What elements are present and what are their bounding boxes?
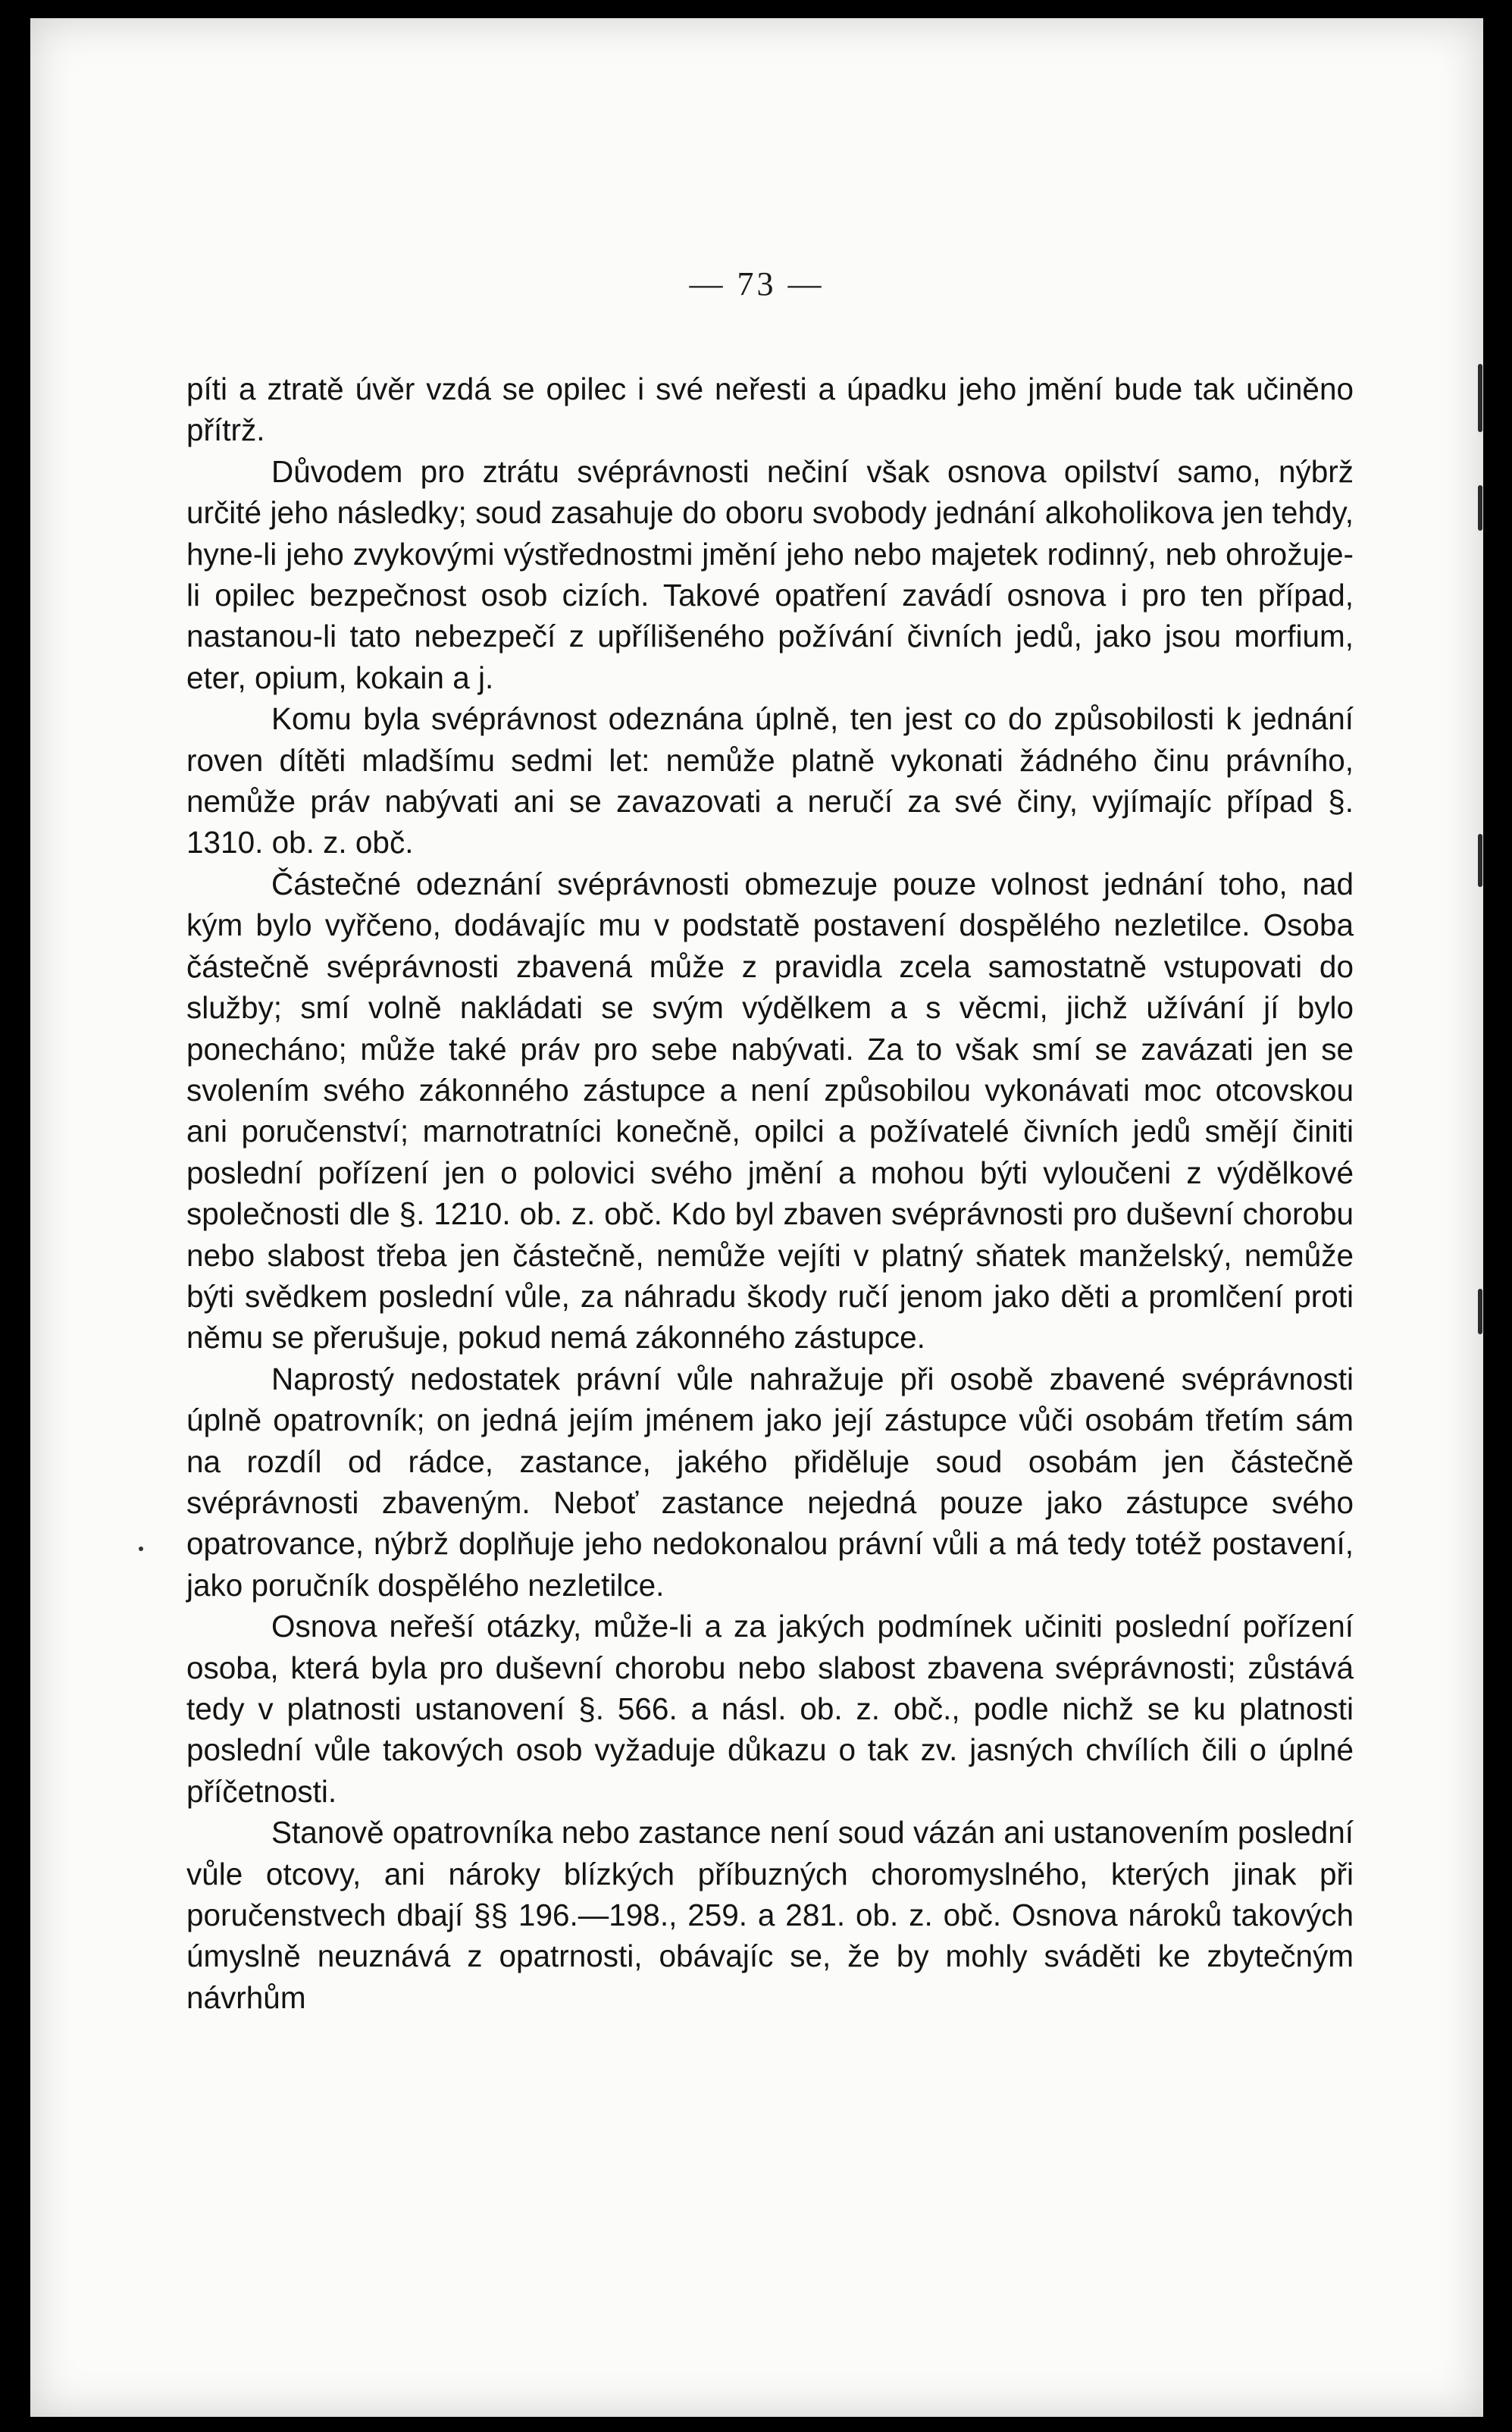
paragraph-2: Důvodem pro ztrátu svéprávnosti nečiní však osnova opilství samo, nýbrž určité jeho následky; soud zasahuje do oboru svobody jednání alkoholikova jen tehdy, hyne-li jeho zvykovými výstřednostmi jmění jeho nebo majetek rodinný, neb ohrožuje-li opilec bezpečnost osob cizích. Takové opatření zavádí osnova i pro ten případ, nastanou-li tato nebezpečí z upřílišeného požívání čivních jedů, jako jsou morfium, eter, opium, kokain a j. (186, 453, 1354, 695)
paragraph-5: Naprostý nedostatek právní vůle nahražuje při osobě zbavené svéprávnosti úplně opatrovník; on jedná jejím jménem jako její zástupce vůči osobám třetím sám na rozdíl od rádce, zastance, jakého přiděluje soud osobám jen částečně svéprávnosti zbaveným. Neboť zastance nejedná pouze jako zástupce svého opatrovance, nýbrž doplňuje jeho nedokonalou právní vůli a má tedy totéž postavení, jako poručník dospělého nezletilce. (186, 1361, 1354, 1603)
page-number: — 73 — (689, 265, 825, 302)
paragraph-3: Komu byla svéprávnost odeznána úplně, ten jest co do způsobilosti k jednání roven dítěti mladšímu sedmi let: nemůže platně vykonati žádného činu právního, nemůže práv nabývati ani se zavazovati a neručí za své činy, vyjímajíc případ §. 1310. ob. z. obč. (186, 701, 1354, 860)
book-page (30, 18, 1483, 2417)
paragraph-1: píti a ztratě úvěr vzdá se opilec i své neřesti a úpadku jeho jmění bude tak učiněno přítrž. (186, 371, 1354, 448)
paragraph-6: Osnova neřeší otázky, může-li a za jakých podmínek učiniti poslední pořízení osoba, která byla pro duševní chorobu nebo slabost zbavena svéprávnosti; zůstává tedy v platnosti ustanovení §. 566. a násl. ob. z. obč., podle nichž se ku platnosti poslední vůle takových osob vyžaduje důkazu o tak zv. jasných chvílích čili o úplné příčetnosti. (186, 1609, 1354, 1809)
scan-artifact-mark (1478, 834, 1482, 887)
scan-artifact-mark (1478, 364, 1482, 432)
scan-border-right (1483, 0, 1512, 2432)
scan-border-bottom (0, 2417, 1512, 2432)
paragraph-7: Stanově opatrovníka nebo zastance není soud vázán ani ustanovením poslední vůle otcovy, ani nároky blízkých příbuzných choromyslného, kterých jinak při poručenstvech dbají §§ 196.—198., 259. a 281. ob. z. obč. Osnova nároků takových úmyslně neuznává z opatrnosti, obávajíc se, že by mohly sváděti ke zbytečným návrhům (186, 1815, 1354, 2015)
scan-border-left (0, 0, 30, 2432)
scan-artifact-mark (1478, 485, 1482, 531)
scan-artifact-dot (139, 1547, 143, 1551)
paragraph-4: Částečné odeznání svéprávnosti obmezuje pouze volnost jednání toho, nad kým bylo vyřčeno, dodávajíc mu v podstatě postavení dospělého nezletilce. Osoba částečně svéprávnosti zbavená může z pravidla zcela samostatně vstupovati do služby; smí volně nakládati se svým výdělkem a s věcmi, jichž užívání jí bylo ponecháno; může také práv pro sebe nabývati. Za to však smí se zavázati jen se svolením svého zákonného zástupce a není způsobilou vykonávati moc otcovskou ani poručenství; marnotratníci konečně, opilci a požívatelé čivních jedů smějí činiti poslední pořízení jen o polovici svého jmění a mohou býti vyloučeni z výdělkové společnosti dle §. 1210. ob. z. obč. Kdo byl zbaven svéprávnosti pro duševní chorobu nebo slabost třeba jen částečně, nemůže vejíti v platný sňatek manželský, nemůže býti svědkem poslední vůle, za náhradu škody ručí jenom jako děti a promlčení proti němu se přerušuje, pokud nemá zákonného zástupce. (186, 866, 1354, 1355)
scan-border-top (0, 0, 1512, 18)
body-text (186, 368, 1354, 2018)
scan-artifact-mark (1478, 1289, 1482, 1334)
